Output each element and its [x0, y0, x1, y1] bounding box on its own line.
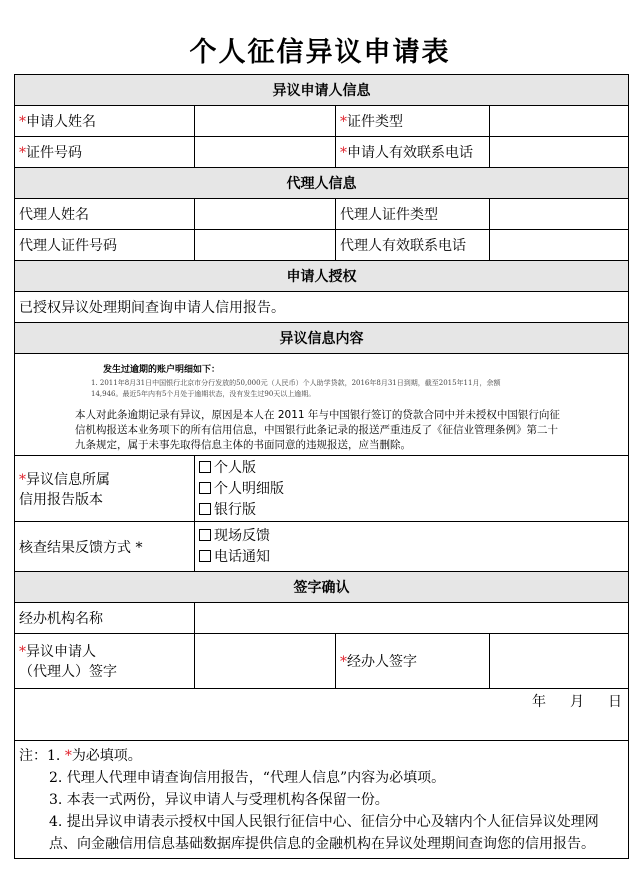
required-mark: *: [19, 145, 26, 161]
section-applicant-header: 异议申请人信息: [15, 75, 629, 106]
account-detail-snippet: [91, 362, 531, 400]
applicant-id-type-field[interactable]: [490, 106, 629, 137]
applicant-id-number-label: *证件号码: [15, 137, 195, 168]
notes-section: 注：1. *为必填项。 2. 代理人代理申请查询信用报告，“代理人信息”内容为必填项。 3. 本表一式两份，异议申请人与受理机构各保留一份。 4. 提出异议申请表示授权中国人民银行征信中心、征信分中心及辖内个人征信异议处理网点、向金融信用信息基础数据库提供信息的金融机构在异议处理期间查询您的信用报告。: [15, 741, 629, 859]
applicant-id-type-label: *证件类型: [336, 106, 490, 137]
handler-signature-label: *经办人签字: [336, 634, 490, 689]
checkbox-personal-detail-version[interactable]: 个人明细版: [199, 479, 624, 500]
agent-id-type-field[interactable]: [490, 199, 629, 230]
required-mark: *: [19, 114, 26, 130]
note-3: 3. 本表一式两份，异议申请人与受理机构各保留一份。: [49, 792, 389, 808]
section-authorization-header: 申请人授权: [15, 261, 629, 292]
dispute-form-table: [14, 74, 629, 859]
agent-id-number-field[interactable]: [195, 230, 336, 261]
section-agent-header: 代理人信息: [15, 168, 629, 199]
checkbox-icon: [199, 550, 211, 562]
checkbox-onsite-feedback[interactable]: 现场反馈: [199, 526, 624, 547]
checkbox-bank-version[interactable]: 银行版: [199, 500, 624, 521]
agent-phone-label: 代理人有效联系电话: [336, 230, 490, 261]
dispute-statement: 本人对此条逾期记录有异议，原因是本人在 2011 年与中国银行签订的贷款合同中并未授权中国银行向征信机构报送本业务项下的所有信用信息，中国银行此条记录的报送严重违反了《征信业管理条例》第二十九条规定，属于未事先取得信息主体的书面同意的违规报送，应当删除。: [75, 409, 560, 451]
agent-id-number-label: 代理人证件号码: [15, 230, 195, 261]
note-4: 4. 提出异议申请表示授权中国人民银行征信中心、征信分中心及辖内个人征信异议处理网点、向金融信用信息基础数据库提供信息的金融机构在异议处理期间查询您的信用报告。: [49, 814, 599, 852]
feedback-method-options: [195, 522, 629, 572]
form-title: 个人征信异议申请表: [189, 37, 451, 68]
report-version-label: *异议信息所属 信用报告版本: [15, 456, 195, 522]
authorization-text: 已授权异议处理期间查询申请人信用报告。: [15, 292, 629, 323]
section-dispute-header: 异议信息内容: [15, 323, 629, 354]
note-1: 为必填项。: [71, 748, 142, 764]
checkbox-personal-version[interactable]: 个人版: [199, 458, 624, 479]
required-mark: *: [19, 471, 26, 488]
dispute-content-area[interactable]: [15, 354, 629, 456]
checkbox-icon: [199, 529, 211, 541]
agency-name-field[interactable]: [195, 603, 629, 634]
applicant-name-field[interactable]: [195, 106, 336, 137]
checkbox-phone-notify[interactable]: 电话通知: [199, 547, 624, 568]
required-mark: *: [340, 145, 347, 161]
note-2: 2. 代理人代理申请查询信用报告，“代理人信息”内容为必填项。: [49, 770, 446, 786]
checkbox-icon: [199, 482, 211, 494]
required-mark: *: [340, 654, 347, 670]
agent-phone-field[interactable]: [490, 230, 629, 261]
applicant-phone-field[interactable]: [490, 137, 629, 168]
applicant-id-number-field[interactable]: [195, 137, 336, 168]
required-mark: *: [135, 539, 143, 556]
agent-name-label: 代理人姓名: [15, 199, 195, 230]
required-mark: *: [340, 114, 347, 130]
date-year: 年: [532, 694, 546, 710]
date-day: 日: [608, 694, 622, 710]
checkbox-icon: [199, 503, 211, 515]
agent-name-field[interactable]: [195, 199, 336, 230]
report-version-options: [195, 456, 629, 522]
date-row[interactable]: [15, 689, 629, 741]
date-month: 月: [570, 694, 584, 710]
snippet-heading: 发生过逾期的账户明细如下：: [103, 365, 221, 375]
notes-prefix: 注：: [19, 748, 47, 764]
applicant-signature-field[interactable]: [195, 634, 336, 689]
section-signature-header: 签字确认: [15, 572, 629, 603]
checkbox-icon: [199, 461, 211, 473]
required-mark: *: [64, 748, 72, 764]
required-mark: *: [19, 644, 26, 660]
applicant-signature-label: *异议申请人 （代理人）签字: [15, 634, 195, 689]
applicant-name-label: *申请人姓名: [15, 106, 195, 137]
handler-signature-field[interactable]: [490, 634, 629, 689]
snippet-body: 1. 2011年8月31日中国银行北京市分行发放的50,000元（人民币）个人助学贷款，2016年8月31日到期，截至2015年11月，余额14,946。最近5年内有5个月处于逾期状态，没有发生过90天以上逾期。: [91, 379, 501, 398]
feedback-method-label: 核查结果反馈方式 *: [15, 522, 195, 572]
agency-name-label: 经办机构名称: [15, 603, 195, 634]
applicant-phone-label: *申请人有效联系电话: [336, 137, 490, 168]
agent-id-type-label: 代理人证件类型: [336, 199, 490, 230]
